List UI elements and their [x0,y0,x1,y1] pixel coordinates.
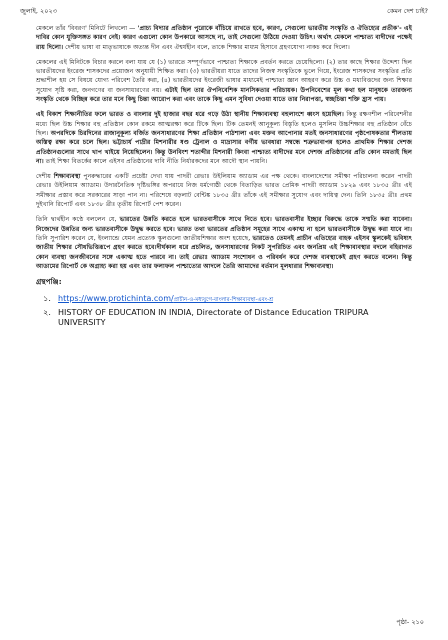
bold-text-run: শিক্ষাব্যবস্থা [53,173,81,181]
bold-text-run: ভারতের উন্নতি করতে হলে ভারতবাসীকে সাথে নিতে হবে। ভারতবাসীর ইচ্ছার বিরুদ্ধে তাকে সম্মতি করা যাবেনা। নিজেদের উন্নতির জন্য ভারতবাসীকে উদ্বুদ্ধ করতে হবে। ভারত তথা ভারতের প্রতিষ্ঠান সমূহের সাথে একাত্ম না হলে ভারতবাসীকে উদ্বুদ্ধ করা যাবে না। [36,216,412,233]
text-run: মেকলের এই মিনিটকে বিচার করলে বলা যায় যে (১) ভারতে সম্পূর্ণভাবে পাশ্চাত্য শিক্ষাকে প্রবর্তন করতে চেয়েছিলো। (২) তার কাছে শিক্ষার উদ্দেশ্য ছিল ভারতীয়দের ইংরেজ শাসকদের প্রয়োজন অনুযায়ী শিক্ষিত করা। (৩) ভারতীয়রা যাতে তাদের নিজস্ব সংস্কৃতিকে ভুলে গিয়ে, ইংরেজ শাসকদের সংস্কৃতির প্রতি শ্রদ্ধাশীল হয় সে বিষয়ে যোগ্য পরিবেশ তৈরি করা, (৪) ভারতীয়দের ইংরেজী ভাষার মাধ্যমেই পাশ্চাত্য জ্ঞান আহরণ করে উচ্চ ও মধ্যবিত্তদের জন্য শিক্ষার সুযোগ সৃষ্টি করা, জনগণের বা জনসাধারণের নয়। [36,58,412,94]
text-run: তাই শিক্ষা বিতর্কের কালে এইসব প্রতিষ্ঠানের দাবি নীতি নির্ধারকদের মনে আদৌ স্থান পায়নি। [43,157,268,165]
paragraph-macaulay-minute [36,24,412,52]
bold-text-run: 'প্রাচ্য বিদ্যার প্রতিষ্ঠান পুরোকে বাঁচিয়ে রাখতে হবে, কারণ, সেগুলো ভারতীয় সংস্কৃতি ও ঐতিহ্যের প্রতীক'- এই দাবির কোন যুক্তিসঙ্গত কারণ নেই। কারণ এগুলো কোন উপকারে আসছে না, তাই সেগুলো উঠিয়ে দেওয়া উচিৎ। অর্থাৎ মেকলে পাশ্চাত্য বাদীদের পক্ষেই রায় দিলো। [36,25,412,51]
header-date: জুলাই, ২০২৩ [20,7,57,15]
reference-text [58,294,412,305]
reference-link-suffix[interactable]: প্রাচীন-ও-মধ্যযুগে-বাংলার-শিক্ষাব্যবস্থা-এবং-শ্র [173,297,274,304]
page-number: পৃষ্ঠা- ২১০ [396,618,424,626]
reference-text: HISTORY OF EDUCATION IN INDIA, Directorate of Distance Education TRIPURA UNIVERSITY [58,308,369,328]
bold-text-run: এই বিকাশ শিক্ষানীতির ফলে ভারত ও বাংলার দুই হাজার বছর ধরে গড়ে উঠা স্থানীয় শিক্ষাব্যবস্থা বহুলাংশে ধ্বংস হয়েছিল। [36,111,344,119]
paragraph-education-policy-effects [36,110,412,166]
text-run: পুনরুদ্ধারের একটি প্রচেষ্টা দেখা যায় পাদরী রেভাঃ উইলিয়াম অ্যাডাম এর পক্ষ থেকে। বাংলাদেশের সমীক্ষা পরিচালনা করেন পাদরী রেভাঃ উইলিয়াম অ্যাডাম। উদারনৈতিক দৃষ্টিভঙ্গির অপরাধে নিজ ধর্মগোষ্ঠী থেকে বিতাড়িত ভারত প্রেমিক পাদরী অ্যাডাম ১৮২৯ এবং ১৮৩৫ খ্রীঃ এই সমীক্ষার প্রস্তাব করে সরকারের সাড়া পান না। পরিশেষে বড়লাট বেন্টিঙ্ক ১৮৩৫ খ্রীঃ তাঁকে এই সমীক্ষার সুযোগ এবং দায়িত্ব দেন। তিনি ১৮৩৫ খ্রীঃ প্রথম দুইখানি রিপোর্ট এবং ১৮৩৮ খ্রীঃ তৃতীয় রিপোর্ট পেশ করেন। [36,173,412,209]
paragraph-adam-survey [36,172,412,209]
bold-text-run: এটাই ছিল তার ঔপনিবেশিক মানসিকতার পরিচায়ক। উপনিবেশের মূল কথা হল মানুষকে তারজন্য সংস্কৃতি থেকে বিচ্ছিন্ন করে তার মনে কিছু চিন্তা আরোপ করা এবং তাকে কিছু এমন সুবিধা দেওয়া যাতে তার নিরাপত্তা, স্বচ্ছচিন্তা শক্তি হ্রাস পায়। [36,86,412,104]
text-run: দেশীয় ভাষা বা মাতৃভাষাকে অত্যন্ত দীন এবং ঐশ্বর্যহীন বলে, তাকে শিক্ষার মাধ্যম হিসাবে গ্রহণযোগ্য নাকচ করে দিলো। [63,43,350,51]
reference-item [36,294,412,305]
text-run: তিনি সুপারিশ করেন যে, ইংল্যান্ডে যেমন প্রত্যেক স্কুলগুলো জাতীয়শিক্ষার অংশ হয়েছে, [36,234,253,242]
text-run: তিনি দ্ব্যর্থহীন কণ্ঠে বললেন যে, [36,216,120,224]
paragraph-minute-analysis [36,58,412,104]
text-run: দেশীয় [36,173,54,181]
references-heading: গ্রন্থপঞ্জি: [36,277,62,287]
page-header [20,6,428,18]
paragraph-adam-recommendation [36,215,412,271]
article-body [36,24,412,331]
bold-text-run: অপরদিকে চিরদিনের রাজানুকূল্য বর্জিত জনসাধারণের শিক্ষা প্রতিষ্ঠান পাঠশালা এবং মক্তব আপোনার মতই জনসাধারণের পৃষ্ঠপোষকতার শীলতায় অস্তিত্ব রক্ষা করে চলে ছিল। ভট্টাচার্য পাদ্রীর মিশনারীর ষণ্ড ট্রেনাল ও মাদ্রাসার বর্গীয় ভাবধারা সম্বন্ধে শত্রুভাবাপন্ন হলেও প্রাথমিক শিক্ষার দেশজ প্রতিষ্ঠানগুলোর সাথে খাপ খাইয়ে নিয়েছিলেন। কিন্তু উনবিংশ শতাব্দীর মিশনারী কিংবা পাশ্চাত্য বাদীদের মনে দেশজ প্রতিষ্ঠানের প্রতি কোন মমতাই ছিল না। [36,129,412,165]
reference-link[interactable]: https://www.protichinta.com/ [58,294,174,304]
bold-text-run: ভারতেও তেমনই প্রাচীন এতিহ্যের বাহক এইসব স্কুলকেই ভবিষ্যৎ জাতীয় শিক্ষার সৌধভিত্তিরূপে গ্রহণ করতে হবে।দীর্ঘকাল ধরে প্রচলিত, জনসাধারণের নিকট সুপরিচিত এবং জনপ্রিয় এই শিক্ষাব্যবস্থার বদলে বহিরাগত কোন ব্যবস্থা জনজীবনের সঙ্গে একাত্ম হতে পারবে না। তাই রেভাঃ অ্যাডাম সংশোধন ও পরিবর্ধন করে দেশজ ব্যবস্থাকেই গ্রহণ করতে বলেন। কিন্তু আডামের রিপোর্ট কে অগ্রাহ্য করা হয় এবং তার ফলাফল পাশ্চাত্যের আদলে তৈরি আমাদের বর্তমান মূলধারার শিক্ষাব্যবস্থা। [36,234,412,270]
reference-number: ২. [43,308,51,318]
reference-item [36,308,412,328]
text-run: কিন্তু রক্ষণশীল পরিবেশনীর মধ্যে ছিল উচ্চ শিক্ষার বহু প্রতিষ্ঠান কোন রকমে আত্মরক্ষা করে টিকে ছিল। টিক তেমনই আনুকূল্য বিস্তৃতি হলেও মুসলিম উচ্চশিক্ষার বহু প্রতিষ্ঠান বেঁচে ছিল। [36,111,413,137]
reference-number: ১. [43,294,51,304]
header-magazine-title: কেমন দেশ চাই? [387,7,428,15]
text-run: মেকলে তাঁর 'বিবরণ' মিনিটে লিখলো — [36,25,138,32]
